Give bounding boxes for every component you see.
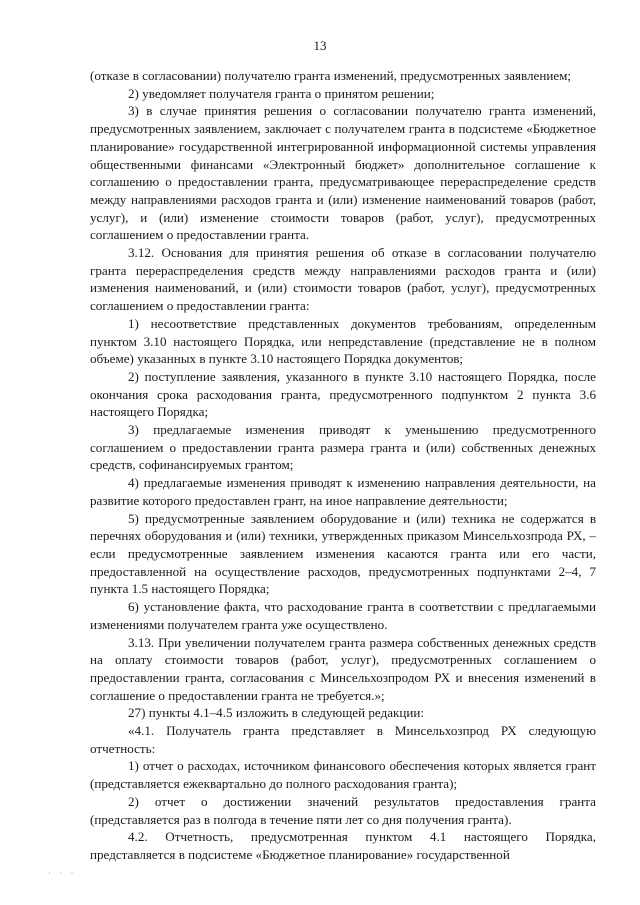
paragraph: 4.2. Отчетность, предусмотренная пунктом 4.1 настоящего Порядка, представляется в подсистеме «Бюджетное планирование» государственной [90,829,596,862]
paragraph: 6) установление факта, что расходование гранта в соответствии с предлагаемыми изменениями получателем гранта уже осуществлено. [90,599,596,632]
paragraph: 3.13. При увеличении получателем гранта размера собственных денежных средств на оплату стоимости товаров (работ, услуг), предусмотренных соглашением о предоставлении гранта, согласования с Минсельхозпродом РХ и внесения изменений в соглашение о предоставлении гранта не требуется.»; [90,634,596,703]
paragraph: 3) в случае принятия решения о согласовании получателю гранта изменений, предусмотренных заявлением, заключает с получателем гранта в подсистеме «Бюджетное планирование» государственной интегрированной информационной системы управления общественными финансами «Электронный бюджет» дополнительное соглашение к соглашению о предоставлении гранта, предусматривающее перераспределение средств между направлениями расходов гранта и (или) изменение наименований товаров (работ, услуг), и (или) изменение стоимости товаров (работ, услуг), предусмотренных соглашением о предоставлении гранта. [90,103,596,243]
document-body [90,67,596,864]
paragraph: 1) несоответствие представленных документов требованиям, определенным пунктом 3.10 настоящего Порядка, или непредставление (представление не в полном объеме) указанных в пункте 3.10 настоящего Порядка документов; [90,315,596,367]
paragraph: 5) предусмотренные заявлением оборудование и (или) техника не содержатся в перечнях оборудования и (или) техники, утвержденных приказом Минсельхозпрода РХ, – если предусмотренные заявлением изменения касаются гранта или его части, предоставленной на осуществление расходов, предусмотренных подпунктами 2–4, 7 пункта 1.5 настоящего Порядка; [90,510,596,597]
paragraph: 3.12. Основания для принятия решения об отказе в согласовании получателю гранта перераспределения средств между направлениями расходов гранта и (или) изменения наименований, и (или) стоимости товаров (работ, услуг), предусмотренных соглашением о предоставлении гранта: [90,245,596,314]
paragraph: 3) предлагаемые изменения приводят к уменьшению предусмотренного соглашением о предоставлении гранта размера гранта и (или) собственных денежных средств, софинансируемых грантом; [90,422,596,473]
page-number: 13 [313,38,327,53]
paragraph: 2) отчет о достижении значений результатов предоставления гранта (представляется раз в полгода в течение пяти лет со дня получения гранта). [90,793,596,827]
paragraph: «4.1. Получатель гранта представляет в Минсельхозпрод РХ следующую отчетность: [90,723,596,756]
paragraph: 27) пункты 4.1–4.5 изложить в следующей редакции: [128,705,425,721]
paragraph: (отказе в согласовании) получателю гранта изменений, предусмотренных заявлением; [90,68,572,83]
paragraph: 4) предлагаемые изменения приводят к изменению направления деятельности, на развитие которого предоставлен грант, на иное направление деятельности; [90,475,596,508]
paragraph: 1) отчет о расходах, источником финансового обеспечения которых является грант (представляется ежеквартально до полного расходования гранта); [90,758,596,792]
scan-artifact: · · · [48,868,77,878]
paragraph: 2) уведомляет получателя гранта о принятом решении; [128,85,435,101]
paragraph: 2) поступление заявления, указанного в пункте 3.10 настоящего Порядка, после окончания срока расходования гранта, предусмотренного подпунктом 2 пункта 3.6 настоящего Порядка; [90,368,596,420]
